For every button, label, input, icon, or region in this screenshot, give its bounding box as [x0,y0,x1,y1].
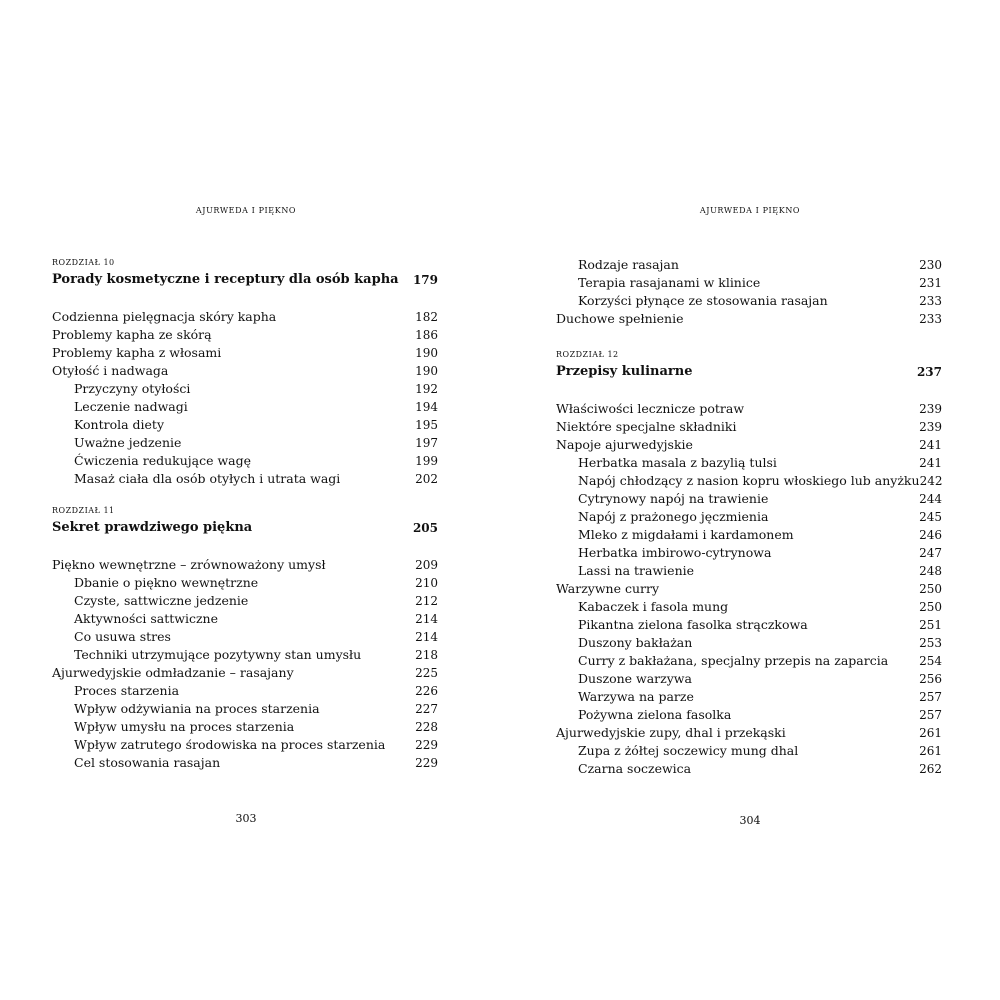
toc-entry[interactable] [52,574,438,592]
toc-entry-title: Herbatka imbirowo-cytrynowa [578,545,772,560]
page-number: 205 [412,521,438,535]
toc-entry[interactable] [556,742,942,760]
right-page [500,0,1000,1000]
toc-entry[interactable] [556,580,942,598]
page-number: 241 [919,438,942,452]
page-number: 231 [919,276,942,290]
chapter-label: ROZDZIAŁ 12 [556,350,619,359]
toc-entry-title: Codzienna pielęgnacja skóry kapha [52,309,277,324]
toc-entry-title: Napój z prażonego jęczmienia [578,509,769,524]
chapter-title[interactable] [52,270,438,290]
page-number: 228 [415,720,438,734]
page-number: 214 [415,630,438,644]
page-number: 257 [919,708,942,722]
page-number: 229 [415,738,438,752]
toc-entry[interactable] [52,718,438,736]
page-number: 194 [415,400,438,414]
page-number: 218 [415,648,438,662]
toc-entry-title: Warzywa na parze [578,689,694,704]
toc-entry-title: Napój chłodzący z nasion kopru włoskiego lub anyżku [578,473,920,488]
page-number: 245 [919,510,942,524]
toc-entry-title: Techniki utrzymujące pozytywny stan umysłu [74,647,362,662]
toc-entry-title: Duchowe spełnienie [556,311,684,326]
page-number: 239 [919,402,942,416]
toc-entry[interactable] [556,760,942,778]
toc-entry[interactable] [52,628,438,646]
toc-entry[interactable] [556,616,942,634]
toc-entry[interactable] [52,380,438,398]
page-number: 256 [919,672,942,686]
chapter-label: ROZDZIAŁ 10 [52,258,115,267]
toc-entry-title: Lassi na trawienie [578,563,695,578]
toc-entry[interactable] [52,736,438,754]
toc-entry-title: Wpływ odżywiania na proces starzenia [74,701,320,716]
toc-entry[interactable] [556,274,942,292]
page-number: 251 [919,618,942,632]
toc-entry[interactable] [556,526,942,544]
toc-entry[interactable] [556,508,942,526]
toc-entry[interactable] [52,556,438,574]
toc-entry[interactable] [556,634,942,652]
page-number: 190 [415,346,438,360]
toc-entry[interactable] [52,434,438,452]
page-number: 261 [919,726,942,740]
toc-entry[interactable] [556,418,942,436]
toc-entry-title: Herbatka masala z bazylią tulsi [578,455,777,470]
page-number: 242 [919,474,943,488]
page-number: 233 [919,312,942,326]
page-number: 248 [919,564,942,578]
page-number: 253 [919,636,942,650]
chapter-title-text: Sekret prawdziwego piękna [52,520,253,535]
toc-entry-title: Otyłość i nadwaga [52,363,169,378]
toc-entry[interactable] [556,310,942,328]
toc-entry[interactable] [556,454,942,472]
page-number: 261 [919,744,942,758]
page-number: 209 [415,558,438,572]
toc-entry-title: Ajurwedyjskie odmładzanie – rasajany [52,665,294,680]
toc-entry[interactable] [556,670,942,688]
toc-entry[interactable] [556,688,942,706]
page-number: 182 [415,310,438,324]
page-number: 212 [415,594,438,608]
page-number: 225 [415,666,438,680]
toc-entry-title: Terapia rasajanami w klinice [578,275,761,290]
toc-entry[interactable] [556,544,942,562]
toc-entry-title: Proces starzenia [74,683,180,698]
page-number: 262 [919,762,942,776]
page-number: 226 [415,684,438,698]
toc-entry-title: Niektóre specjalne składniki [556,419,737,434]
toc-entry[interactable] [52,682,438,700]
chapter-title[interactable] [52,518,438,538]
toc-entry-title: Ajurwedyjskie zupy, dhal i przekąski [556,725,786,740]
toc-entry[interactable] [556,436,942,454]
toc-entry[interactable] [556,472,942,490]
chapter-title-text: Porady kosmetyczne i receptury dla osób kapha [52,272,399,287]
toc-entry[interactable] [52,362,438,380]
toc-entry[interactable] [52,470,438,488]
page-number: 230 [919,258,942,272]
toc-entry[interactable] [52,326,438,344]
toc-entry-title: Leczenie nadwagi [74,399,188,414]
folio: 304 [739,814,761,827]
toc-entry-title: Kabaczek i fasola mung [578,599,729,614]
page-number: 186 [415,328,438,342]
toc-entry-title: Co usuwa stres [74,629,171,644]
page-number: 257 [919,690,942,704]
toc-entry[interactable] [556,598,942,616]
toc-entry[interactable] [556,490,942,508]
toc-entry-title: Wpływ zatrutego środowiska na proces starzenia [74,737,386,752]
toc-entry-title: Zupa z żółtej soczewicy mung dhal [578,743,799,758]
toc-entry[interactable] [556,292,942,310]
toc-entry-title: Rodzaje rasajan [578,257,679,272]
toc-entry-title: Korzyści płynące ze stosowania rasajan [578,293,828,308]
page-number: 239 [919,420,942,434]
toc-entry-title: Pożywna zielona fasolka [578,707,732,722]
toc-entry-title: Cytrynowy napój na trawienie [578,491,769,506]
page-number: 237 [916,365,942,379]
toc-entry-title: Czarna soczewica [578,761,692,776]
toc-entry[interactable] [52,754,438,772]
toc-entry[interactable] [556,724,942,742]
toc-entry[interactable] [52,700,438,718]
page-number: 233 [919,294,942,308]
toc-entry-title: Wpływ umysłu na proces starzenia [74,719,295,734]
toc-entry[interactable] [52,452,438,470]
toc-entry-title: Masaż ciała dla osób otyłych i utrata wagi [74,471,341,486]
chapter-title[interactable] [556,362,942,382]
page-number: 229 [415,756,438,770]
toc-entry-title: Kontrola diety [74,417,165,432]
page-number: 214 [415,612,438,626]
toc-entry[interactable] [556,256,942,274]
running-head: AJURWEDA I PIĘKNO [195,206,297,215]
running-head: AJURWEDA I PIĘKNO [699,206,801,215]
toc-block [52,256,438,772]
toc-entry[interactable] [52,592,438,610]
page-number: 199 [415,454,438,468]
toc-entry-title: Pikantna zielona fasolka strączkowa [578,617,808,632]
toc-entry[interactable] [556,400,942,418]
page-number: 227 [415,702,438,716]
page-number: 192 [415,382,438,396]
page-number: 250 [919,582,942,596]
page-number: 202 [415,472,438,486]
page-number: 244 [919,492,942,506]
page-number: 190 [415,364,438,378]
toc-entry[interactable] [556,706,942,724]
toc-entry-title: Przyczyny otyłości [74,381,191,396]
toc-entry-title: Napoje ajurwedyjskie [556,437,693,452]
toc-entry[interactable] [52,416,438,434]
toc-entry[interactable] [52,344,438,362]
chapter-title-text: Przepisy kulinarne [556,364,693,379]
page-number: 241 [919,456,942,470]
toc-entry-title: Duszone warzywa [578,671,692,686]
toc-entry-title: Dbanie o piękno wewnętrzne [74,575,259,590]
toc-entry-title: Curry z bakłażana, specjalny przepis na zaparcia [578,653,889,668]
toc-entry[interactable] [52,664,438,682]
page-number: 250 [919,600,942,614]
toc-block [556,256,942,778]
page-number: 247 [919,546,942,560]
page-number: 246 [919,528,942,542]
toc-entry-title: Problemy kapha ze skórą [52,327,212,342]
toc-entry-title: Właściwości lecznicze potraw [556,401,745,416]
toc-entry[interactable] [52,610,438,628]
toc-entry-title: Warzywne curry [556,581,660,596]
toc-entry-title: Aktywności sattwiczne [74,611,218,626]
toc-entry[interactable] [52,398,438,416]
toc-entry-title: Problemy kapha z włosami [52,345,222,360]
toc-entry-title: Czyste, sattwiczne jedzenie [74,593,249,608]
toc-entry-title: Duszony bakłażan [578,635,693,650]
folio: 303 [235,812,257,825]
toc-entry-title: Piękno wewnętrzne – zrównoważony umysł [52,557,326,572]
page-number: 179 [412,273,438,287]
chapter-label: ROZDZIAŁ 11 [52,506,115,515]
toc-entry-title: Uważne jedzenie [74,435,182,450]
toc-entry-title: Cel stosowania rasajan [74,755,221,770]
toc-entry[interactable] [556,562,942,580]
page-number: 197 [415,436,438,450]
toc-entry[interactable] [52,646,438,664]
toc-entry-title: Ćwiczenia redukujące wagę [74,453,252,468]
page-number: 254 [919,654,942,668]
page-number: 195 [415,418,438,432]
page-number: 210 [415,576,438,590]
toc-entry-title: Mleko z migdałami i kardamonem [578,527,794,542]
toc-entry[interactable] [52,308,438,326]
toc-entry[interactable] [556,652,942,670]
